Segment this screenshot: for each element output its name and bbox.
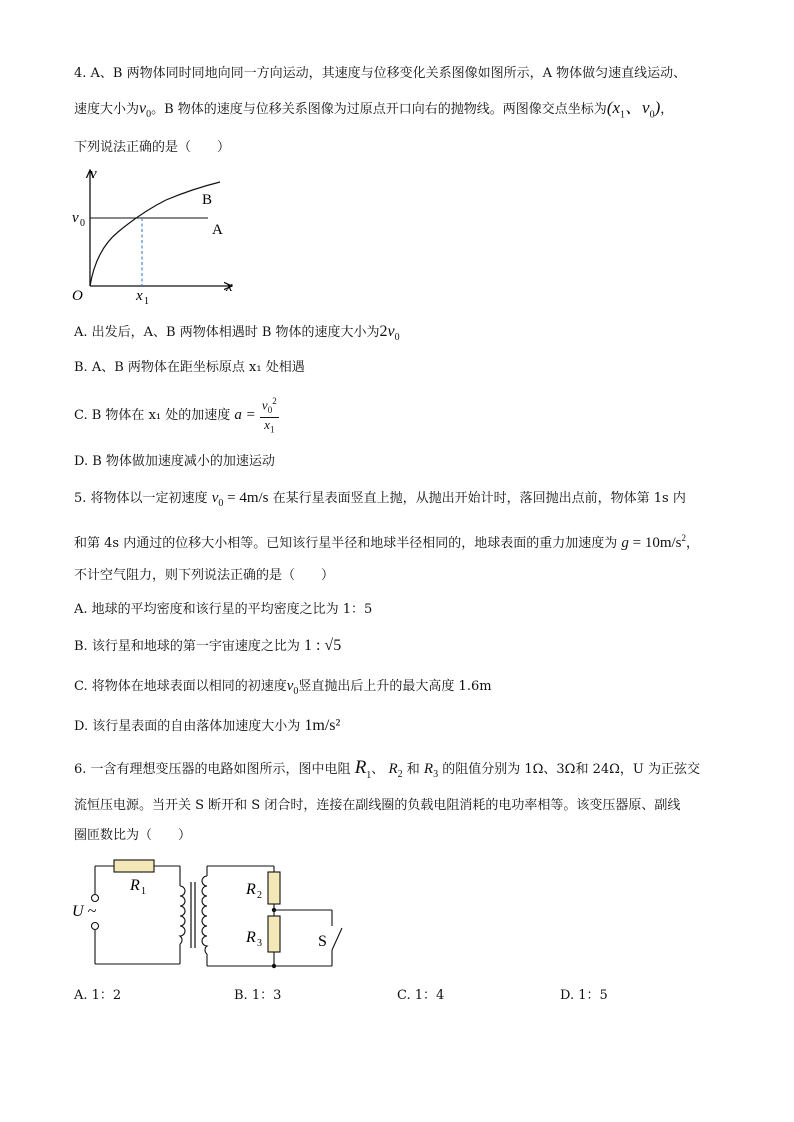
r1-label-sub: 1 (141, 886, 146, 897)
q4-stem-text-2: 。B 物体的速度与位移关系图像为过原点开口向右的抛物线。两图像交点坐标为 (151, 102, 607, 117)
q4-option-d: D. B 物体做加速度减小的加速运动 (74, 454, 275, 469)
q4-velocity-displacement-graph (66, 162, 256, 310)
terminal-bottom (92, 923, 99, 930)
q6-transformer-circuit (70, 852, 360, 972)
r2-label: R (246, 881, 256, 898)
g-equals-10: $g = 10m/s^2$ (621, 533, 686, 551)
fraction-v0sq-over-x1: $\frac{v_0^2}{x_1}$ (261, 396, 277, 435)
option-a-value: $2v_0$ (379, 323, 400, 344)
q4-stem-line1: 4. A、B 两物体同时同地向同一方向运动，其速度与位移变化关系图像如图所示，A 物体做匀速直线运动、 (74, 66, 687, 81)
R3-symbol: $R_3$ (423, 761, 439, 780)
r1-label: R (130, 877, 140, 894)
source-label: U ~ (72, 903, 97, 920)
origin-label: O (72, 288, 83, 304)
x1-label: x (136, 288, 143, 304)
R1-symbol: $R_1$ (354, 757, 372, 781)
q4-stem-text: 速度大小为 (74, 102, 140, 117)
q6-stem-line1: 6. 一含有理想变压器的电路如图所示，图中电阻 $R_1$、 $R_2$ 和 $R_3$ 的阻值分别为 1Ω、3Ω和 24Ω，U 为正弦交 (74, 757, 701, 781)
intersection-coords: ($x_1$、$v_0$) (606, 98, 661, 121)
q4-stem-line2: 速度大小为$v_0$。B 物体的速度与位移关系图像为过原点开口向右的抛物线。两图像交点坐标为($x_1$、$v_0$)， (74, 98, 674, 121)
switch-label: S (318, 933, 327, 950)
x1-label-sub: 1 (144, 296, 149, 307)
v0-equals-4: $v_0 = 4m/s$ (211, 490, 269, 509)
v0-label: v (72, 210, 79, 226)
r3-label: R (246, 929, 256, 946)
v0-symbol-c: $v_0$ (286, 678, 299, 697)
y-axis-label: v (90, 166, 97, 182)
q5-stem-line2: 和第 4s 内通过的位移大小相等。已知该行星半径和地球半径相同的，地球表面的重力加速度为 $g = 10m/s^2$， (74, 533, 700, 551)
acceleration-formula: a = (234, 406, 256, 423)
curve-B (90, 182, 220, 286)
q6-option-b: B. 1：3 (234, 988, 282, 1003)
q6-stem-line3: 圈匝数比为（ ） (74, 828, 192, 843)
q6-option-c: C. 1：4 (397, 988, 445, 1003)
q5-stem-line3: 不计空气阻力，则下列说法正确的是（ ） (74, 568, 335, 583)
q6-option-d: D. 1：5 (560, 988, 608, 1003)
q4-option-b: B. A、B 两物体在距坐标原点 x₁ 处相遇 (74, 360, 305, 375)
resistor-r3 (268, 916, 280, 952)
curve-B-label: B (202, 192, 213, 208)
resistor-r1 (114, 860, 154, 872)
x-axis-label: x (226, 279, 233, 295)
q5-stem-line1: 5. 将物体以一定初速度 $v_0 = 4m/s$ 在某行星表面竖直上抛，从抛出开始计时，落回抛出点前，物体第 1s 内 (74, 490, 686, 509)
option-d-value: 1m/s² (304, 717, 341, 734)
q6-option-a: A. 1：2 (74, 988, 122, 1003)
junction-bottom (272, 964, 276, 968)
q5-option-b: B. 该行星和地球的第一宇宙速度之比为 1 : √5 (74, 637, 342, 654)
q4-option-a: A. 出发后，A、B 两物体相遇时 B 物体的速度大小为$2v_0$ (74, 323, 400, 344)
q5-option-d: D. 该行星表面的自由落体加速度大小为 1m/s² (74, 717, 341, 734)
q6-stem-line2: 流恒压电源。当开关 S 断开和 S 闭合时，连接在副线圈的负载电阻消耗的电功率相等。该变压器原、副线 (74, 798, 681, 813)
secondary-coil (202, 876, 207, 954)
resistor-r2 (268, 872, 280, 904)
primary-coil (180, 886, 185, 944)
q5-option-c: C. 将物体在地球表面以相同的初速度$v_0$竖直抛出后上升的最大高度 1.6m (74, 678, 492, 697)
v0-symbol: $v_0$ (139, 100, 152, 121)
line-A-label: A (212, 222, 223, 238)
r2-label-sub: 2 (257, 890, 262, 901)
v0-label-sub: 0 (80, 218, 85, 229)
q4-stem-line3: 下列说法正确的是（ ） (74, 140, 231, 155)
R2-symbol: $R_2$ (388, 761, 403, 780)
q5-option-a: A. 地球的平均密度和该行星的平均密度之比为 1：5 (74, 602, 373, 617)
r3-label-sub: 3 (257, 938, 262, 949)
terminal-top (92, 895, 99, 902)
option-b-ratio: 1 : √5 (303, 637, 342, 654)
switch-s (332, 928, 342, 950)
q4-option-c: C. B 物体在 x₁ 处的加速度 a = $\frac{v_0^2}{x_1}$ (74, 396, 277, 435)
